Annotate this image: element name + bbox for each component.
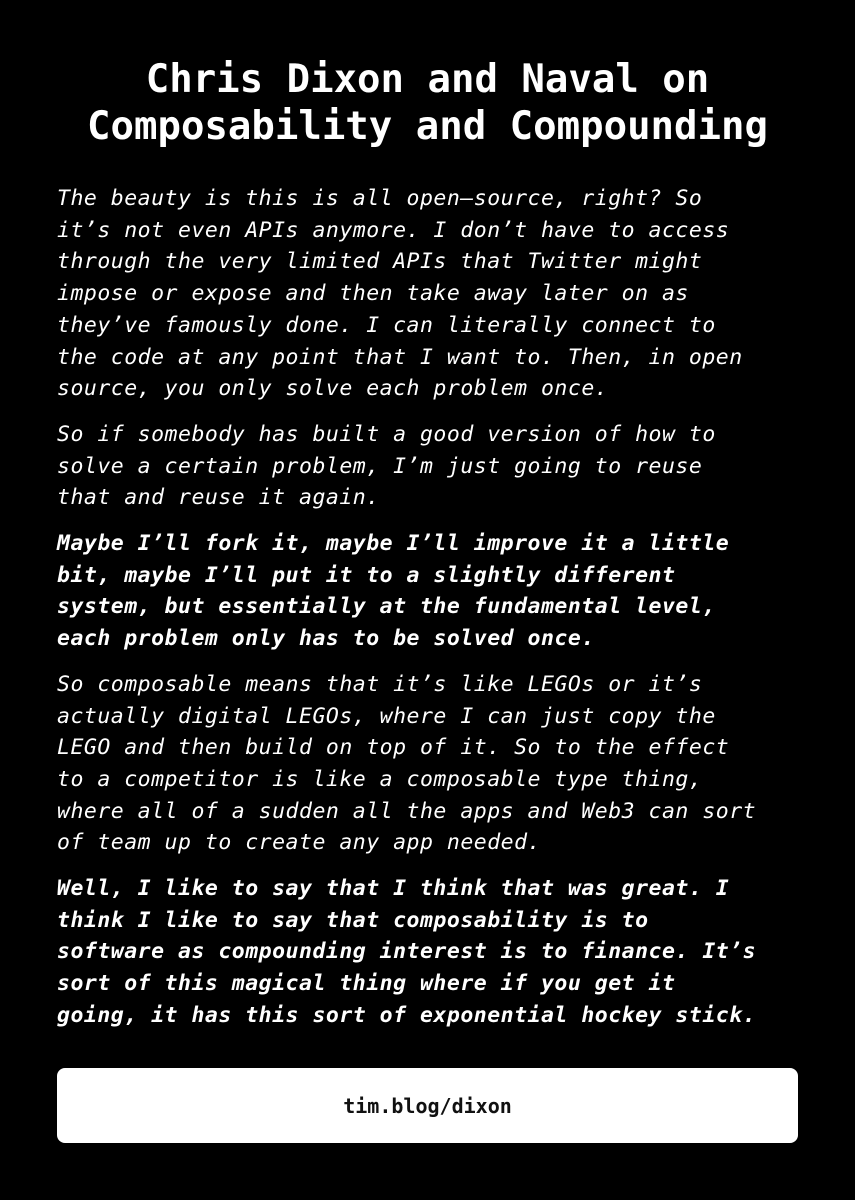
paragraph-fork-highlight bbox=[57, 528, 817, 655]
text-line: each problem only has to be solved once. bbox=[57, 626, 595, 652]
text-line: system, but essentially at the fundamental level, bbox=[57, 594, 716, 620]
text-line: So if somebody has built a good version of how to bbox=[57, 421, 716, 447]
text-line: software as compounding interest is to finance. It’s bbox=[57, 939, 757, 965]
text-line: Maybe I’ll fork it, maybe I’ll improve it a little bbox=[57, 531, 730, 557]
text-line: going, it has this sort of exponential hockey stick. bbox=[57, 1002, 757, 1028]
text-line: sort of this magical thing where if you get it bbox=[57, 971, 676, 997]
paragraph-compounding-highlight bbox=[57, 873, 817, 1032]
source-link-label: tim.blog/dixon bbox=[343, 1093, 512, 1118]
text-line: to a competitor is like a composable type thing, bbox=[57, 766, 703, 792]
text-line: of team up to create any app needed. bbox=[57, 830, 541, 856]
text-line: The beauty is this is all open–source, right? So bbox=[57, 186, 703, 211]
text-line: LEGO and then build on top of it. So to the effect bbox=[57, 735, 730, 761]
text-line: bit, maybe I’ll put it to a slightly different bbox=[57, 562, 676, 588]
text-line: Well, I like to say that I think that was great. I bbox=[57, 876, 730, 902]
text-line: through the very limited APIs that Twitter might bbox=[57, 249, 703, 275]
paragraph-open-source bbox=[57, 183, 817, 405]
text-line: source, you only solve each problem once. bbox=[57, 376, 609, 402]
title-line-2: Composability and Compounding bbox=[87, 104, 768, 149]
paragraph-legos bbox=[57, 669, 817, 859]
text-line: actually digital LEGOs, where I can just copy the bbox=[57, 703, 716, 729]
title-line-1: Chris Dixon and Naval on bbox=[145, 57, 710, 102]
text-line: think I like to say that composability is to bbox=[57, 907, 649, 933]
text-line: So composable means that it’s like LEGOs or it’s bbox=[57, 671, 703, 697]
page-title bbox=[0, 56, 855, 150]
text-line: impose or expose and then take away later on as bbox=[57, 281, 689, 307]
quote-body bbox=[57, 183, 817, 1046]
text-line: they’ve famously done. I can literally connect to bbox=[57, 312, 716, 338]
text-line: solve a certain problem, I’m just going to reuse bbox=[57, 453, 703, 479]
source-link-button[interactable] bbox=[57, 1068, 798, 1143]
text-line: that and reuse it again. bbox=[57, 485, 380, 511]
text-line: it’s not even APIs anymore. I don’t have to access bbox=[57, 217, 730, 243]
paragraph-reuse bbox=[57, 419, 817, 514]
text-line: the code at any point that I want to. Then, in open bbox=[57, 344, 743, 370]
text-line: where all of a sudden all the apps and Web3 can sort bbox=[57, 798, 757, 824]
